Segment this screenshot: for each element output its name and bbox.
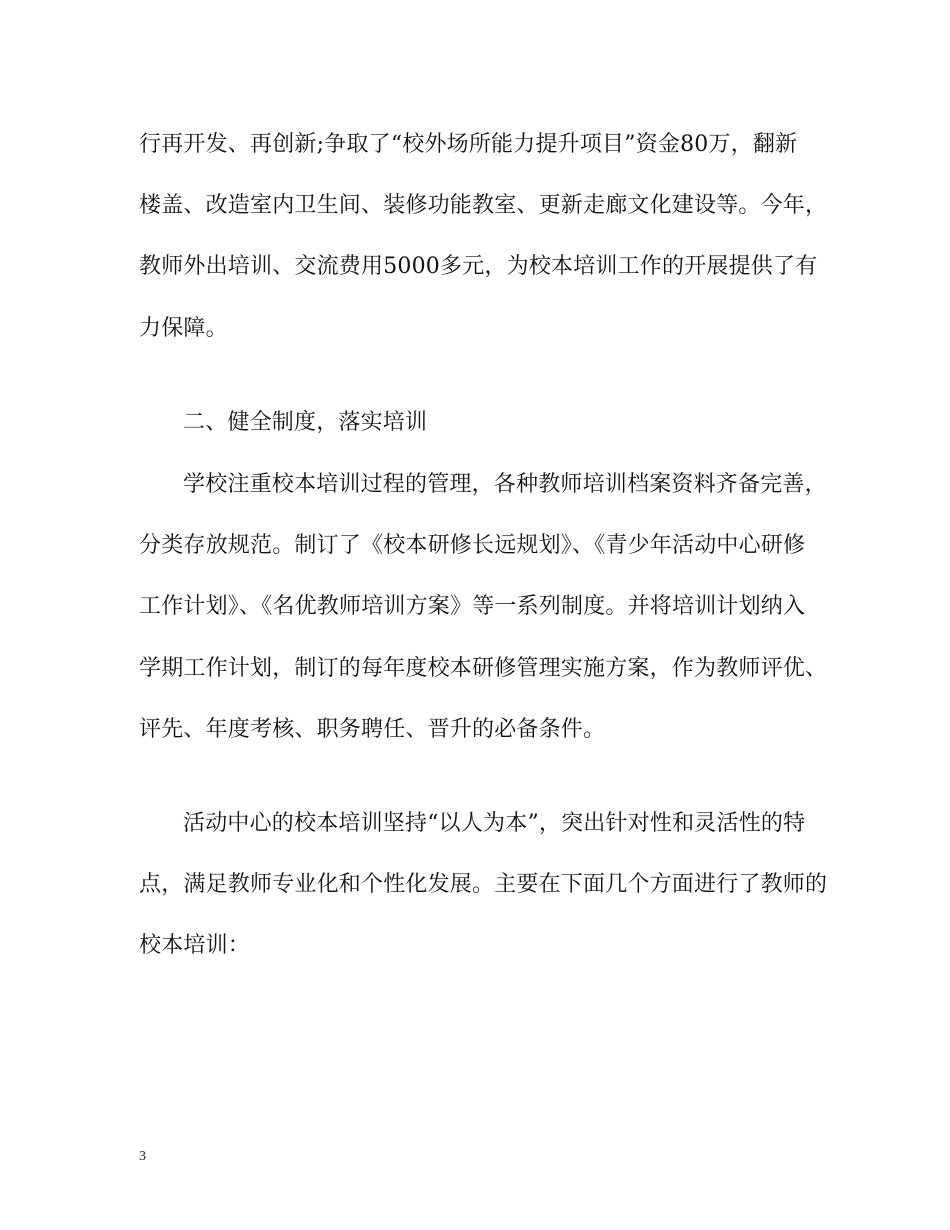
body-line: 力保障。 bbox=[139, 316, 228, 341]
body-line: 教师外出培训、交流费用5000多元，为校本培训工作的开展提供了有 bbox=[139, 254, 818, 279]
paragraph-first-line: 学校注重校本培训过程的管理，各种教师培训档案资料齐备完善， bbox=[183, 472, 827, 497]
body-line: 分类存放规范。制订了《校本研修长远规划》、《青少年活动中心研修 bbox=[139, 533, 806, 558]
page-number: 3 bbox=[139, 1149, 146, 1164]
section-heading: 二、健全制度，落实培训 bbox=[183, 410, 428, 435]
body-line: 行再开发、再创新;争取了“校外场所能力提升项目”资金80万，翻新 bbox=[139, 132, 798, 157]
body-line: 评先、年度考核、职务聘任、晋升的必备条件。 bbox=[139, 717, 606, 742]
body-line: 校本培训： bbox=[139, 933, 251, 958]
body-line: 楼盖、改造室内卫生间、装修功能教室、更新走廊文化建设等。今年， bbox=[139, 193, 828, 218]
paragraph-first-line: 活动中心的校本培训坚持“以人为本”，突出针对性和灵活性的特 bbox=[183, 811, 806, 836]
body-line: 工作计划》、《名优教师培训方案》等一系列制度。并将培训计划纳入 bbox=[139, 594, 806, 619]
body-line: 点，满足教师专业化和个性化发展。主要在下面几个方面进行了教师的 bbox=[139, 872, 828, 897]
body-line: 学期工作计划，制订的每年度校本研修管理实施方案，作为教师评优、 bbox=[139, 656, 828, 681]
